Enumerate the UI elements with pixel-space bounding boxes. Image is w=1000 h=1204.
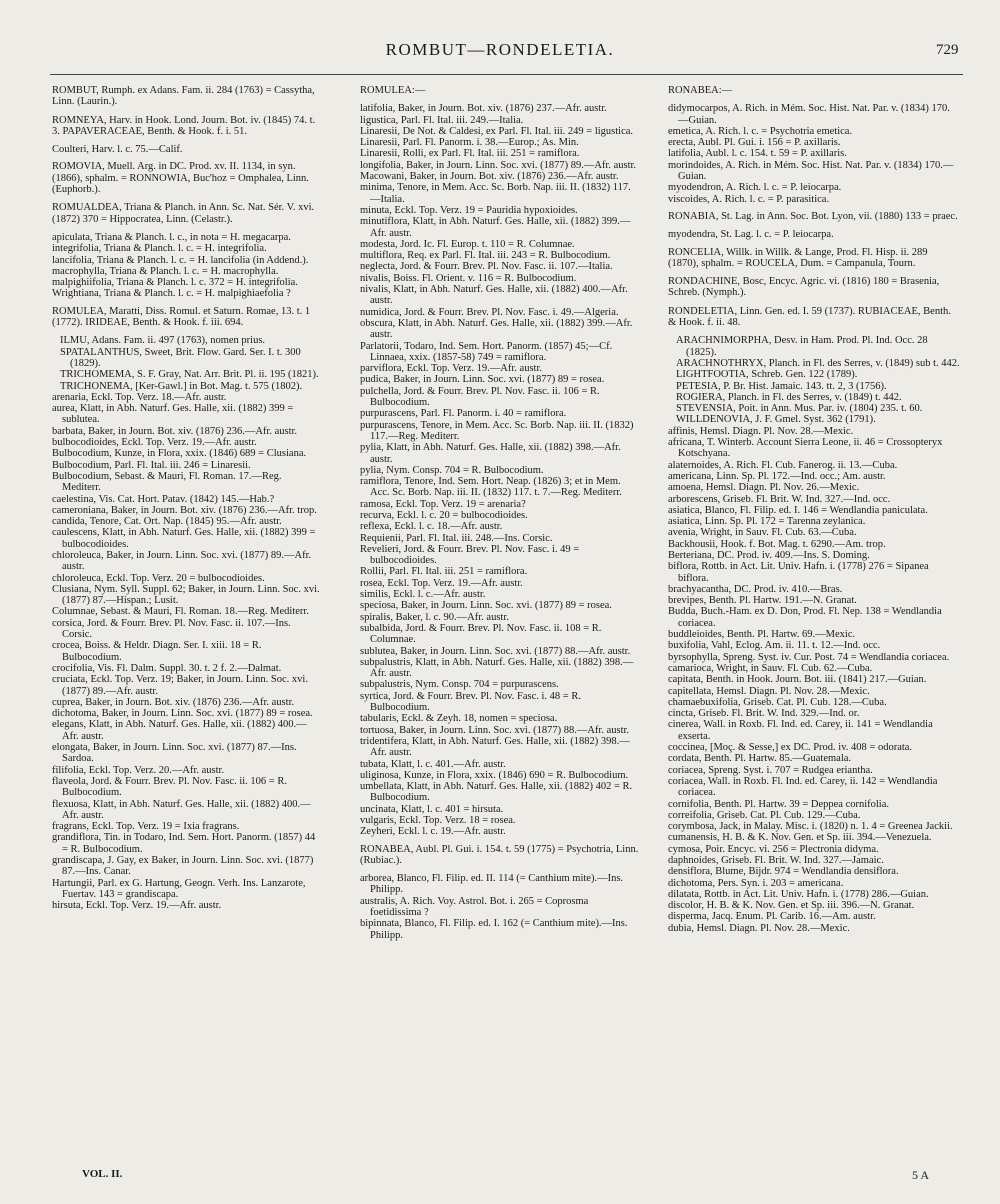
species-entry: vulgaris, Eckl. Top. Verz. 18 = rosea.	[360, 815, 516, 826]
species-entry: dubia, Hemsl. Diagn. Pl. Nov. 28.—Mexic.	[668, 922, 850, 934]
species-entry: pulchella, Jord. & Fourr. Brev. Pl. Nov. Fasc. ii. 106 = R. Bulbocodium.	[360, 385, 600, 409]
species-entry: didymocarpos, A. Rich. in Mém. Soc. Hist. Nat. Par. v. (1834) 170.—Guian.	[668, 103, 950, 126]
species-entry: candida, Tenore, Cat. Ort. Nap. (1845) 95.—Afr. austr.	[52, 516, 282, 528]
species-entry: minima, Tenore, in Mem. Acc. Sc. Borb. Nap. iii. II. (1832) 117.—Italia.	[360, 182, 631, 205]
species-entry: rosea, Eckl. Top. Verz. 19.—Afr. austr.	[360, 577, 523, 589]
species-entry: TRICHONEMA, [Ker-Gawl.] in Bot. Mag. t. 575 (1802).	[60, 380, 303, 392]
species-entry: hirsuta, Eckl. Top. Verz. 19.—Afr. austr.	[52, 900, 222, 912]
species-entry: Zeyheri, Eckl. l. c. 19.—Afr. austr.	[360, 826, 506, 838]
species-entry: dichotoma, Pers. Syn. i. 203 = americana.	[668, 877, 844, 889]
species-entry: recurva, Eckl. l. c. 20 = bulbocodioides.	[360, 509, 528, 521]
species-entry: Rollii, Parl. Fl. Ital. iii. 251 = ramiflora.	[360, 566, 528, 578]
species-entry: caelestina, Vis. Cat. Hort. Patav. (1842) 145.—Hab.?	[52, 493, 275, 505]
genus-entry: ROMOVIA, Muell. Arg. in DC. Prod. xv. II. 1134, in syn. (1866), sphalm. = RONNOWIA, Buc'hoz = Omphalea, Linn. (Euphorb.).	[52, 161, 309, 196]
species-entry: ramosa, Eckl. Top. Verz. 19 = arenaria?	[360, 498, 526, 510]
species-entry: reflexa, Eckl. l. c. 18.—Afr. austr.	[360, 521, 503, 533]
species-entry: cordata, Benth. Pl. Hartw. 85.—Guatemala.	[668, 753, 852, 765]
species-entry: crocea, Boiss. & Heldr. Diagn. Ser. I. xiii. 18 = R. Bulbocodium.	[52, 640, 262, 663]
page-number: 729	[936, 42, 959, 58]
species-entry: Wrightiana, Triana & Planch. l. c. = H. malpighiaefolia ?	[52, 288, 291, 300]
species-entry: ligustica, Parl. Fl. Ital. iii. 249.—Italia.	[360, 114, 524, 126]
species-entry: affinis, Hemsl. Diagn. Pl. Nov. 28.—Mexic.	[668, 425, 854, 437]
genus-entry: RONABEA:—	[668, 85, 733, 96]
species-entry: tubata, Klatt, l. c. 401.—Afr. austr.	[360, 758, 506, 770]
genus-entry: RONCELIA, Willk. in Willk. & Lange, Prod. Fl. Hisp. ii. 289 (1870), sphalm. = ROUCELA, Dum. = Campanula, Tourn.	[668, 246, 928, 269]
species-entry: uncinata, Klatt, l. c. 401 = hirsuta.	[360, 803, 504, 815]
species-entry: caulescens, Klatt, in Abh. Naturf. Ges. Halle, xii. (1882) 399 = bulbocodioides.	[52, 527, 316, 550]
species-entry: africana, T. Winterb. Account Sierra Leone, ii. 46 = Crossopteryx Kotschyana.	[668, 437, 943, 460]
header-rule	[50, 74, 963, 75]
species-entry: crocifolia, Vis. Fl. Dalm. Suppl. 30. t. 2 f. 2.—Dalmat.	[52, 662, 282, 674]
species-entry: spiralis, Baker, l. c. 90.—Afr. austr.	[360, 611, 509, 623]
species-entry: elongata, Baker, in Journ. Linn. Soc. xvi. (1877) 87.—Ins. Sardoa.	[52, 742, 297, 765]
species-entry: cruciata, Eckl. Top. Verz. 19; Baker, in Journ. Linn. Soc. xvi. (1877) 89.—Afr. austr.	[52, 674, 308, 697]
species-entry: minutiflora, Klatt, in Abh. Naturf. Ges. Halle, xii. (1882) 399.—Afr. austr.	[360, 216, 631, 239]
species-entry: cornifolia, Benth. Pl. Hartw. 39 = Deppea cornifolia.	[668, 798, 890, 810]
species-entry: buddleioides, Benth. Pl. Hartw. 69.—Mexic.	[668, 629, 856, 641]
species-entry: neglecta, Jord. & Fourr. Brev. Pl. Nov. Fasc. ii. 107.—Italia.	[360, 261, 613, 273]
species-entry: modesta, Jord. Ic. Fl. Europ. t. 110 = R. Columnae.	[360, 238, 575, 250]
species-entry: obscura, Klatt, in Abh. Naturf. Ges. Halle, xii. (1882) 399.—Afr. austr.	[360, 317, 633, 341]
species-entry: macrophylla, Triana & Planch. l. c. = H. macrophylla.	[52, 265, 279, 277]
species-entry: byrsophylla, Spreng. Syst. iv. Cur. Post. 74 = Wendlandia coriacea.	[668, 651, 950, 663]
species-entry: Parlatorii, Todaro, Ind. Sem. Hort. Panorm. (1857) 45;—Cf. Linnaea, xxix. (1857-58) 749 = ramiflora.	[360, 340, 613, 363]
species-entry: arborescens, Griseb. Fl. Brit. W. Ind. 327.—Ind. occ.	[668, 493, 891, 505]
species-entry: asiatica, Linn. Sp. Pl. 172 = Tarenna zeylanica.	[668, 516, 866, 528]
species-entry: minuta, Eckl. Top. Verz. 19 = Pauridia hypoxioides.	[360, 204, 578, 216]
species-entry: cuprea, Baker, in Journ. Bot. xiv. (1876) 236.—Afr. austr.	[52, 696, 295, 708]
genus-entry: ROMNEYA, Harv. in Hook. Lond. Journ. Bot. iv. (1845) 74. t. 3. PAPAVERACEAE, Benth. & Hook. f. i. 51.	[52, 114, 316, 137]
column-left	[52, 85, 320, 911]
species-entry: tortuosa, Baker, in Journ. Linn. Soc. xvi. (1877) 88.—Afr. austr.	[360, 724, 630, 736]
species-entry: corsica, Jord. & Fourr. Brev. Pl. Nov. Fasc. ii. 107.—Ins. Corsic.	[52, 617, 291, 641]
genus-entry: ROMBUT, Rumph. ex Adans. Fam. ii. 284 (1763) = Cassytha, Linn. (Laurin.).	[52, 85, 315, 108]
species-entry: STEVENSIA, Poit. in Ann. Mus. Par. iv. (1804) 235. t. 60.	[676, 403, 923, 415]
species-entry: Budda, Buch.-Ham. ex D. Don, Prod. Fl. Nep. 138 = Wendlandia coriacea.	[668, 606, 942, 629]
species-entry: myodendron, A. Rich. l. c. = P. leiocarpa.	[668, 182, 842, 194]
species-entry: daphnoides, Griseb. Fl. Brit. W. Ind. 327.—Jamaic.	[668, 855, 884, 866]
species-entry: syrtica, Jord. & Fourr. Brev. Pl. Nov. Fasc. i. 48 = R. Bulbocodium.	[360, 690, 581, 714]
species-entry: filifolia, Eckl. Top. Verz. 20.—Afr. austr.	[52, 764, 225, 776]
species-entry: pylia, Klatt, in Abh. Naturf. Ges. Halle, xii. (1882) 398.—Afr. austr.	[360, 442, 621, 465]
species-entry: Revelieri, Jord. & Fourr. Brev. Pl. Nov. Fasc. i. 49 = bulbocodioides.	[360, 543, 580, 567]
genus-entry: RONABIA, St. Lag. in Ann. Soc. Bot. Lyon, vii. (1880) 133 = praec.	[668, 210, 958, 222]
species-entry: Hartungii, Parl. ex G. Hartung, Geogn. Verh. Ins. Lanzarote, Fuertav. 143 = grandiscapa.	[52, 877, 306, 900]
species-entry: australis, A. Rich. Voy. Astrol. Bot. i. 265 = Coprosma foetidissima ?	[360, 895, 589, 919]
species-entry: TRICHOMEMA, S. F. Gray, Nat. Arr. Brit. Pl. ii. 195 (1821).	[60, 369, 319, 381]
species-entry: flexuosa, Klatt, in Abh. Naturf. Ges. Halle, xii. (1882) 400.—Afr. austr.	[52, 798, 311, 821]
species-entry: coriacea, Spreng. Syst. i. 707 = Rudgea eriantha.	[668, 764, 873, 776]
species-entry: Linaresii, De Not. & Caldesi, ex Parl. Fl. Ital. iii. 249 = ligustica.	[360, 125, 634, 137]
species-entry: morindoides, A. Rich. in Mém. Soc. Hist. Nat. Par. v. (1834) 170.—Guian.	[668, 159, 954, 183]
species-entry: avenia, Wright, in Sauv. Fl. Cub. 63.—Cuba.	[668, 527, 857, 539]
species-entry: bipinnata, Blanco, Fl. Filip. ed. I. 162 (= Canthium mite).—Ins. Philipp.	[360, 918, 628, 941]
species-entry: cinerea, Wall. in Roxb. Fl. Ind. ed. Carey, ii. 141 = Wendlandia exserta.	[668, 719, 933, 742]
species-entry: arborea, Blanco, Fl. Filip. ed. II. 114 (= Canthium mite).—Ins. Philipp.	[360, 873, 624, 896]
species-entry: pylia, Nym. Consp. 704 = R. Bulbocodium.	[360, 464, 544, 476]
species-entry: multiflora, Req. ex Parl. Fl. Ital. iii. 243 = R. Bulbocodium.	[360, 250, 611, 262]
species-entry: SPATALANTHUS, Sweet, Brit. Flow. Gard. Ser. I. t. 300 (1829).	[60, 346, 301, 369]
species-entry: aurea, Klatt, in Abh. Naturf. Ges. Halle, xii. (1882) 399 = sublutea.	[52, 403, 294, 426]
column-middle	[360, 85, 640, 941]
species-entry: chloroleuca, Eckl. Top. Verz. 20 = bulbocodioides.	[52, 572, 265, 584]
species-entry: Berteriana, DC. Prod. iv. 409.—Ins. S. Doming.	[668, 549, 870, 561]
species-entry: chloroleuca, Baker, in Journ. Linn. Soc. xvi. (1877) 89.—Afr. austr.	[52, 549, 312, 573]
species-entry: discolor, H. B. & K. Nov. Gen. et Sp. iii. 396.—N. Granat.	[668, 900, 915, 912]
species-entry: Macowani, Baker, in Journ. Bot. xiv. (1876) 236.—Afr. austr.	[360, 171, 619, 183]
species-entry: tridentifera, Klatt, in Abh. Naturf. Ges. Halle, xii. (1882) 398.—Afr. austr.	[360, 735, 630, 759]
species-entry: WILLDENOVIA, J. F. Gmel. Syst. 362 (1791).	[676, 414, 876, 426]
genus-entry: RONABEA, Aubl. Pl. Gui. i. 154. t. 59 (1775) = Psychotria, Linn. (Rubiac.).	[360, 843, 639, 866]
species-entry: arenaria, Eckl. Top. Verz. 18.—Afr. austr.	[52, 391, 227, 403]
species-entry: similis, Eckl. l. c.—Afr. austr.	[360, 589, 486, 601]
species-entry: disperma, Jacq. Enum. Pl. Carib. 16.—Am. austr.	[668, 911, 876, 923]
species-entry: latifolia, Aubl. l. c. 154. t. 59 = P. axillaris.	[668, 148, 847, 160]
species-entry: numidica, Jord. & Fourr. Brev. Pl. Nov. Fasc. i. 49.—Algeria.	[360, 306, 619, 318]
species-entry: correifolia, Griseb. Cat. Pl. Cub. 129.—Cuba.	[668, 809, 861, 821]
species-entry: bulbocodioides, Eckl. Top. Verz. 19.—Afr. austr.	[52, 437, 257, 449]
species-entry: ARACHNIMORPHA, Desv. in Ham. Prod. Pl. Ind. Occ. 28 (1825).	[676, 335, 928, 358]
species-entry: integrifolia, Triana & Planch. l. c. = H. integrifolia.	[52, 243, 267, 255]
species-entry: americana, Linn. Sp. Pl. 172.—Ind. occ.; Am. austr.	[668, 470, 886, 482]
species-entry: cymosa, Poir. Encyc. vi. 256 = Plectronia didyma.	[668, 843, 879, 855]
column-right	[668, 85, 960, 934]
species-entry: tabularis, Eckl. & Zeyh. 18, nomen = speciosa.	[360, 713, 558, 725]
species-entry: chamaebuxifolia, Griseb. Cat. Pl. Cub. 128.—Cuba.	[668, 696, 887, 708]
species-entry: capitata, Benth. in Hook. Journ. Bot. iii. (1841) 217.—Guian.	[668, 674, 927, 686]
species-entry: LIGHTFOOTIA, Schreb. Gen. 122 (1789).	[676, 369, 858, 381]
species-entry: camarioca, Wright, in Sauv. Fl. Cub. 62.—Cuba.	[668, 662, 873, 674]
species-entry: ILMU, Adans. Fam. ii. 497 (1763), nomen prius.	[60, 335, 266, 347]
species-entry: PETESIA, P. Br. Hist. Jamaic. 143. tt. 2, 3 (1756).	[676, 380, 887, 392]
species-entry: brachyacantha, DC. Prod. iv. 410.—Bras.	[668, 583, 843, 595]
species-entry: grandiscapa, J. Gay, ex Baker, in Journ. Linn. Soc. xvi. (1877) 87.—Ins. Canar.	[52, 855, 314, 878]
species-entry: grandiflora, Tin. in Todaro, Ind. Sem. Hort. Panorm. (1857) 44 = R. Bulbocodium.	[52, 832, 316, 855]
species-entry: speciosa, Baker, in Journ. Linn. Soc. xvi. (1877) 89 = rosea.	[360, 600, 612, 612]
species-entry: asiatica, Blanco, Fl. Filip. ed. I. 146 = Wendlandia paniculata.	[668, 504, 928, 516]
species-entry: nivalis, Klatt, in Abh. Naturf. Ges. Halle, xii. (1882) 400.—Afr. austr.	[360, 284, 628, 307]
genus-entry: RONDACHINE, Bosc, Encyc. Agric. vi. (1816) 180 = Brasenia, Schreb. (Nymph.).	[668, 276, 940, 299]
species-entry: subpalustris, Nym. Consp. 704 = purpurascens.	[360, 679, 559, 691]
species-entry: Requienii, Parl. Fl. Ital. iii. 248.—Ins. Corsic.	[360, 532, 553, 544]
species-entry: longifolia, Baker, in Journ. Linn. Soc. xvi. (1877) 89.—Afr. austr.	[360, 159, 637, 171]
species-entry: erecta, Aubl. Pl. Gui. i. 156 = P. axillaris.	[668, 137, 841, 149]
species-entry: corymbosa, Jack, in Malay. Misc. i. (1820) n. 1. 4 = Greenea Jackii.	[668, 821, 953, 833]
species-entry: ARACHNOTHRYX, Planch. in Fl. des Serres, v. (1849) sub t. 442.	[676, 357, 960, 369]
species-entry: cumanensis, H. B. & K. Nov. Gen. et Sp. iii. 394.—Venezuela.	[668, 832, 932, 844]
species-entry: uliginosa, Kunze, in Flora, xxix. (1846) 690 = R. Bulbocodium.	[360, 769, 629, 781]
species-entry: barbata, Baker, in Journ. Bot. xiv. (1876) 236.—Afr. austr.	[52, 425, 298, 437]
species-entry: purpurascens, Parl. Fl. Panorm. i. 40 = ramiflora.	[360, 408, 567, 420]
species-entry: Linaresii, Parl. Fl. Panorm. i. 38.—Europ.; As. Min.	[360, 137, 579, 149]
species-entry: densiflora, Blume, Bijdr. 974 = Wendlandia densiflora.	[668, 866, 899, 878]
genus-entry: RONDELETIA, Linn. Gen. ed. I. 59 (1737). RUBIACEAE, Benth. & Hook. f. ii. 48.	[668, 305, 951, 329]
genus-entry: ROMULEA, Maratti, Diss. Romul. et Saturn. Romae, 13. t. 1 (1772). IRIDEAE, Benth. & Hook. f. iii. 694.	[52, 305, 311, 329]
genus-entry: ROMUALDEA, Triana & Planch. in Ann. Sc. Nat. Sér. V. xvi. (1872) 370 = Hippocratea, Linn. (Celastr.).	[52, 202, 315, 225]
page-title: ROMBUT—RONDELETIA.	[385, 40, 615, 59]
species-entry: fragrans, Eckl. Top. Verz. 19 = Ixia fragrans.	[52, 821, 240, 833]
species-entry: lancifolia, Triana & Planch. l. c. = H. lancifolia (in Addend.).	[52, 254, 309, 266]
species-entry: capitellata, Hemsl. Diagn. Pl. Nov. 28.—Mexic.	[668, 685, 870, 697]
species-entry: nivalis, Boiss. Fl. Orient. v. 116 = R. Bulbocodium.	[360, 272, 577, 284]
species-entry: dilatata, Rottb. in Act. Lit. Univ. Hafn. i. (1778) 286.—Guian.	[668, 888, 929, 900]
signature-mark: 5 A	[912, 1168, 930, 1182]
species-entry: malpighiifolia, Triana & Planch. l. c. 372 = H. integrifolia.	[52, 277, 298, 289]
species-entry: alaternoides, A. Rich. Fl. Cub. Fanerog. ii. 13.—Cuba.	[668, 459, 898, 471]
species-entry: Clusiana, Nym. Syll. Suppl. 62; Baker, in Journ. Linn. Soc. xvi. (1877) 87.—Hispan.; Lusit.	[52, 583, 320, 607]
species-entry: umbellata, Klatt, in Abh. Naturf. Ges. Halle, xii. (1882) 402 = R. Bulbocodium.	[360, 781, 633, 804]
species-entry: cameroniana, Baker, in Journ. Bot. xiv. (1876) 236.—Afr. trop.	[52, 504, 317, 516]
species-entry: Backhousii, Hook. f. Bot. Mag. t. 6290.—Am. trop.	[668, 538, 886, 550]
species-entry: viscoides, A. Rich. l. c. = P. parasitica.	[668, 193, 830, 205]
species-entry: ramiflora, Tenore, Ind. Sem. Hort. Neap. (1826) 3; et in Mem. Acc. Sc. Borb. Nap. iii. II. (1832) 117. t. 7.—Reg. Mediterr.	[360, 476, 622, 499]
species-entry: subpalustris, Klatt, in Abh. Naturf. Ges. Halle, xii. (1882) 398.—Afr. austr.	[360, 656, 634, 680]
species-entry: Coulteri, Harv. l. c. 75.—Calif.	[52, 144, 183, 156]
species-entry: coccinea, [Moç. & Sesse,] ex DC. Prod. iv. 408 = odorata.	[668, 742, 913, 754]
species-entry: Bulbocodium, Kunze, in Flora, xxix. (1846) 689 = Clusiana.	[52, 448, 307, 460]
species-entry: sublutea, Baker, in Journ. Linn. Soc. xvi. (1877) 88.—Afr. austr.	[360, 645, 631, 657]
species-entry: apiculata, Triana & Planch. l. c., in nota = H. megacarpa.	[52, 231, 291, 243]
species-entry: Bulbocodium, Parl. Fl. Ital. iii. 246 = Linaresii.	[52, 459, 251, 471]
species-entry: flaveola, Jord. & Fourr. Brev. Pl. Nov. Fasc. ii. 106 = R. Bulbocodium.	[52, 775, 287, 799]
species-entry: dichotoma, Baker, in Journ. Linn. Soc. xvi. (1877) 89 = rosea.	[52, 708, 313, 720]
species-entry: pudica, Baker, in Journ. Linn. Soc. xvi. (1877) 89 = rosea.	[360, 374, 605, 386]
genus-entry: ROMULEA:—	[360, 85, 426, 96]
species-entry: latifolia, Baker, in Journ. Bot. xiv. (1876) 237.—Afr. austr.	[360, 103, 607, 115]
volume-label: VOL. II.	[82, 1168, 123, 1180]
species-entry: purpurascens, Tenore, in Mem. Acc. Sc. Borb. Nap. iii. II. (1832) 117.—Reg. Mediterr.	[360, 419, 634, 442]
species-entry: emetica, A. Rich. l. c. = Psychotria emetica.	[668, 125, 853, 137]
species-entry: parviflora, Eckl. Top. Verz. 19.—Afr. austr.	[360, 363, 543, 375]
species-entry: subalbida, Jord. & Fourr. Brev. Pl. Nov. Fasc. ii. 108 = R. Columnae.	[360, 622, 602, 646]
species-entry: coriacea, Wall. in Roxb. Fl. Ind. ed. Carey, ii. 142 = Wendlandia coriacea.	[668, 775, 938, 799]
species-entry: biflora, Rottb. in Act. Lit. Univ. Hafn. i. (1778) 276 = Sipanea biflora.	[668, 561, 929, 584]
species-entry: cincta, Griseb. Fl. Brit. W. Ind. 329.—Ind. or.	[668, 708, 860, 720]
species-entry: brevipes, Benth. Pl. Hartw. 191.—N. Granat.	[668, 595, 857, 607]
species-entry: myodendra, St. Lag. l. c. = P. leiocarpa.	[668, 229, 834, 241]
species-entry: Linaresii, Rolli, ex Parl. Fl. Ital. iii. 251 = ramiflora.	[360, 148, 580, 160]
species-entry: ROGIERA, Planch. in Fl. des Serres, v. (1849) t. 442.	[676, 391, 902, 403]
species-entry: amoena, Hemsl. Diagn. Pl. Nov. 26.—Mexic.	[668, 482, 860, 494]
species-entry: elegans, Klatt, in Abh. Naturf. Ges. Halle, xii. (1882) 400.—Afr. austr.	[52, 719, 307, 742]
species-entry: Bulbocodium, Sebast. & Mauri, Fl. Roman. 17.—Reg. Mediterr.	[52, 470, 282, 494]
species-entry: Columnae, Sebast. & Mauri, Fl. Roman. 18.—Reg. Mediterr.	[52, 606, 309, 618]
species-entry: buxifolia, Vahl, Eclog. Am. ii. 11. t. 12.—Ind. occ.	[668, 640, 881, 652]
